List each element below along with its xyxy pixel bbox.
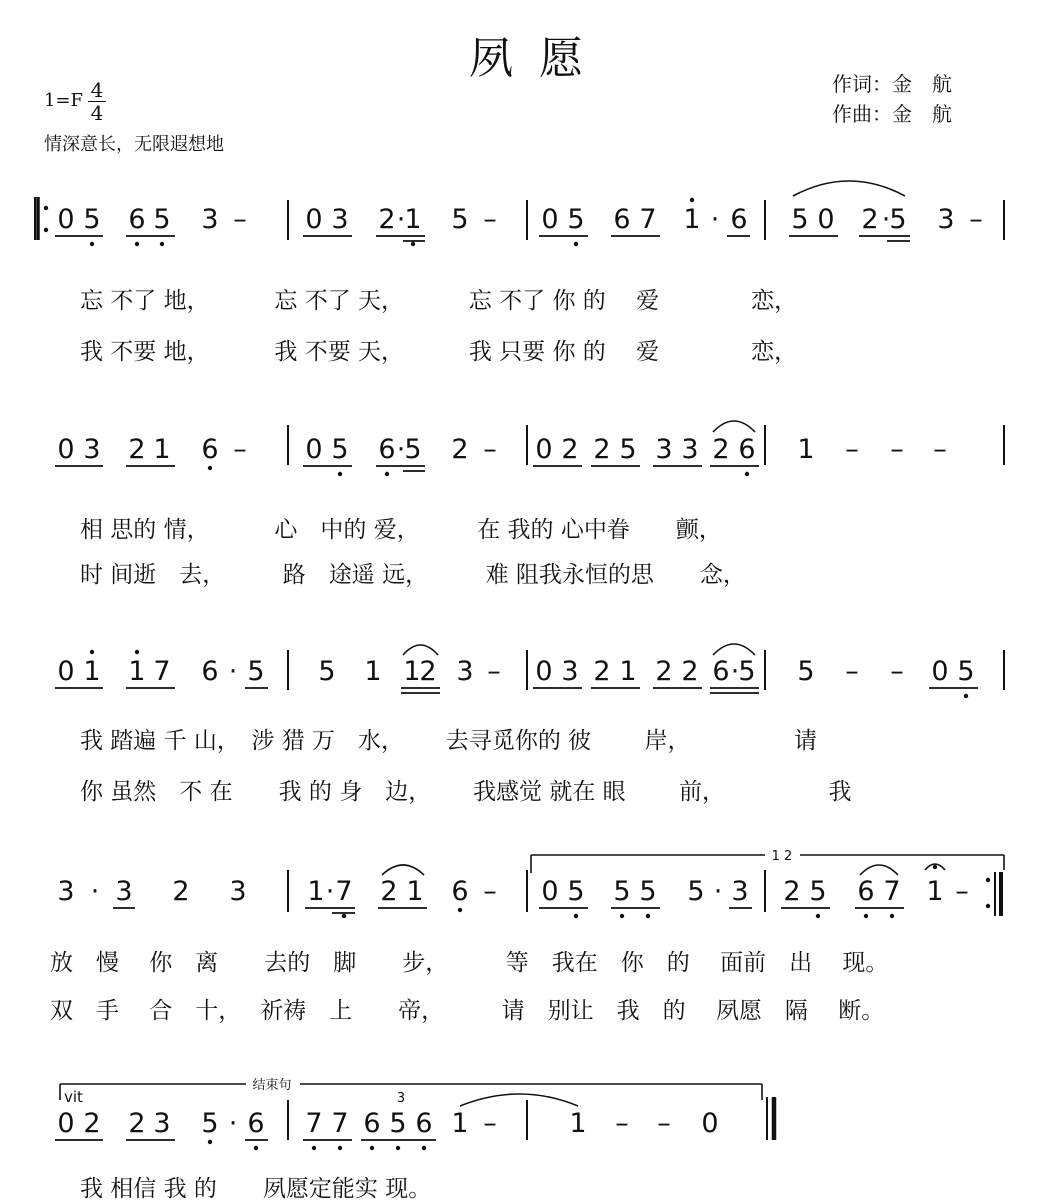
slur <box>793 181 905 196</box>
note: 2 <box>83 1108 101 1139</box>
note: 6 <box>613 204 631 235</box>
note: 0 <box>541 204 559 235</box>
note: 2 <box>451 434 469 465</box>
low-octave-dot <box>254 1146 258 1150</box>
note: 3 <box>937 204 955 235</box>
note: 0 <box>57 204 75 235</box>
note: 7 <box>331 1108 349 1139</box>
note: 6 <box>712 656 730 687</box>
key-signature: 1=F <box>44 90 84 111</box>
dash: – <box>890 656 904 687</box>
composer-credit: 作曲：金 航 <box>832 102 952 126</box>
note: 1 <box>403 656 421 687</box>
note: 2 <box>172 876 190 907</box>
dash: – <box>657 1108 671 1139</box>
low-octave-dot <box>312 1146 316 1150</box>
slur <box>713 421 755 432</box>
note: 0 <box>541 876 559 907</box>
low-octave-dot <box>342 914 346 918</box>
note: 7 <box>883 876 901 907</box>
slur <box>403 645 438 655</box>
note: 5 <box>619 434 637 465</box>
note: 2 <box>861 204 879 235</box>
note: · <box>396 434 406 465</box>
note: 5 <box>247 656 265 687</box>
slur <box>382 865 424 875</box>
note: 6 <box>201 656 219 687</box>
note: 0 <box>57 656 75 687</box>
low-octave-dot <box>370 1146 374 1150</box>
note: 6 <box>738 434 756 465</box>
note: 6 <box>378 434 396 465</box>
low-octave-dot <box>208 466 212 470</box>
note: 1 <box>926 876 944 907</box>
note: 2 <box>681 656 699 687</box>
note: 3 <box>153 1108 171 1139</box>
note: 1 <box>569 1108 587 1139</box>
low-octave-dot <box>396 1146 400 1150</box>
note: 5 <box>738 656 756 687</box>
slur <box>713 644 755 655</box>
note: 0 <box>535 656 553 687</box>
note: 7 <box>153 656 171 687</box>
dash: – <box>233 204 247 235</box>
low-octave-dot <box>458 908 462 912</box>
note: 3 <box>681 434 699 465</box>
lyric-row2-verse2: 时 间逝 去， 路 途遥 远， 难 阻我永恒的思 念， <box>80 562 746 588</box>
note: 0 <box>535 434 553 465</box>
note: 2 <box>712 434 730 465</box>
ending-phrase-label: 结束句 <box>252 1078 292 1093</box>
note: · <box>228 1108 238 1139</box>
dash: – <box>845 656 859 687</box>
note: 1 <box>128 656 146 687</box>
dash: – <box>969 204 983 235</box>
note: 0 <box>817 204 835 235</box>
note: 5 <box>889 204 907 235</box>
lyric-row5-verse1: 我 相信 我 的 夙愿定能实 现。 <box>80 1176 432 1202</box>
note: 7 <box>305 1108 323 1139</box>
low-octave-dot <box>890 914 894 918</box>
note: 1 <box>153 434 171 465</box>
low-octave-dot <box>422 1146 426 1150</box>
note: 1 <box>83 656 101 687</box>
note: 5 <box>83 204 101 235</box>
repeat-dot <box>44 206 48 210</box>
note: 2 <box>593 434 611 465</box>
note: 1 <box>797 434 815 465</box>
dash: – <box>615 1108 629 1139</box>
note: · <box>228 656 238 687</box>
note: 5 <box>201 1108 219 1139</box>
low-octave-dot <box>338 1146 342 1150</box>
page-title: 夙 愿 <box>469 33 589 84</box>
note: 5 <box>567 876 585 907</box>
repeat-dot <box>44 228 48 232</box>
vit-marking: vit <box>64 1088 83 1106</box>
note: 0 <box>305 204 323 235</box>
note: 1 <box>619 656 637 687</box>
note: · <box>325 876 335 907</box>
note: 2 <box>593 656 611 687</box>
dash: – <box>955 876 969 907</box>
note: 1 <box>404 204 422 235</box>
note: 6 <box>730 204 748 235</box>
note: 5 <box>451 204 469 235</box>
time-signature-top: 4 <box>90 78 104 102</box>
note: 5 <box>404 434 422 465</box>
lyric-row1-verse1: 忘 不了 地， 忘 不了 天， 忘 不了 你 的 爱 恋， <box>80 288 798 314</box>
note: 5 <box>567 204 585 235</box>
low-octave-dot <box>385 472 389 476</box>
note: 2 <box>655 656 673 687</box>
low-octave-dot <box>745 472 749 476</box>
note: 3 <box>731 876 749 907</box>
note: 2 <box>561 434 579 465</box>
note: 6 <box>451 876 469 907</box>
low-octave-dot <box>411 242 415 246</box>
note: 2 <box>419 656 437 687</box>
note: 6 <box>415 1108 433 1139</box>
note: 6 <box>363 1108 381 1139</box>
note: 2 <box>378 204 396 235</box>
low-octave-dot <box>135 242 139 246</box>
note: 6 <box>857 876 875 907</box>
dash: – <box>845 434 859 465</box>
note: · <box>710 204 720 235</box>
low-octave-dot <box>90 242 94 246</box>
note: · <box>90 876 100 907</box>
note: 3 <box>655 434 673 465</box>
slur <box>860 865 898 875</box>
note: 1 <box>451 1108 469 1139</box>
high-octave-dot <box>135 650 139 654</box>
dash: – <box>483 876 497 907</box>
note: 2 <box>128 1108 146 1139</box>
lyric-row3-verse2: 你 虽然 不 在 我 的 身 边， 我感觉 就在 眼 前， 我 <box>80 779 852 805</box>
volta-number: 1 2 <box>771 849 793 864</box>
triplet-number: 3 <box>396 1091 406 1106</box>
lyric-row3-verse1: 我 踏遍 千 山， 涉 猎 万 水， 去寻觅你的 彼 岸， 请 <box>80 728 817 754</box>
low-octave-dot <box>208 1140 212 1144</box>
time-signature-bottom: 4 <box>90 101 104 125</box>
note: 2 <box>380 876 398 907</box>
tie <box>460 1094 578 1106</box>
note: 3 <box>115 876 133 907</box>
note: 5 <box>797 656 815 687</box>
dash: – <box>487 656 501 687</box>
lyric-row4-verse1: 放 慢 你 离 去的 脚 步， 等 我在 你 的 面前 出 现。 <box>50 950 889 976</box>
note: 2 <box>783 876 801 907</box>
note: 5 <box>687 876 705 907</box>
note: 0 <box>305 434 323 465</box>
repeat-dot <box>986 904 990 908</box>
note: 1 <box>307 876 325 907</box>
note: 0 <box>931 656 949 687</box>
low-octave-dot <box>338 472 342 476</box>
note: 0 <box>57 434 75 465</box>
note: 6 <box>128 204 146 235</box>
note: 6 <box>247 1108 265 1139</box>
lyric-row2-verse1: 相 思的 情， 心 中的 爱， 在 我的 心中眷 颤， <box>80 517 722 543</box>
note: · <box>713 876 723 907</box>
note: 5 <box>809 876 827 907</box>
note: 3 <box>331 204 349 235</box>
lyric-row4-verse2: 双 手 合 十， 祈祷 上 帝， 请 别让 我 的 夙愿 隔 断。 <box>50 998 885 1024</box>
note: 5 <box>639 876 657 907</box>
low-octave-dot <box>574 914 578 918</box>
low-octave-dot <box>864 914 868 918</box>
note: 1 <box>406 876 424 907</box>
note: 7 <box>639 204 657 235</box>
dash: – <box>483 204 497 235</box>
note: · <box>396 204 406 235</box>
note: 3 <box>561 656 579 687</box>
high-octave-dot <box>690 198 694 202</box>
low-octave-dot <box>574 242 578 246</box>
note: 2 <box>128 434 146 465</box>
note: 3 <box>456 656 474 687</box>
note: 5 <box>331 434 349 465</box>
note: · <box>881 204 891 235</box>
high-octave-dot <box>90 650 94 654</box>
tempo-marking: 情深意长，无限遐想地 <box>44 134 224 155</box>
low-octave-dot <box>816 914 820 918</box>
note: 0 <box>701 1108 719 1139</box>
note: 5 <box>957 656 975 687</box>
note: 5 <box>153 204 171 235</box>
note: 3 <box>83 434 101 465</box>
note: 3 <box>201 204 219 235</box>
fermata-dot <box>933 865 937 869</box>
lyricist-credit: 作词：金 航 <box>832 72 952 96</box>
note: 7 <box>335 876 353 907</box>
note: 0 <box>57 1108 75 1139</box>
note: 3 <box>229 876 247 907</box>
low-octave-dot <box>964 694 968 698</box>
repeat-dot <box>986 878 990 882</box>
low-octave-dot <box>160 242 164 246</box>
dash: – <box>933 434 947 465</box>
note: 5 <box>318 656 336 687</box>
note: · <box>730 656 740 687</box>
dash: – <box>483 434 497 465</box>
dash: – <box>233 434 247 465</box>
note: 5 <box>613 876 631 907</box>
note: 5 <box>389 1108 407 1139</box>
lyric-row1-verse2: 我 不要 地， 我 不要 天， 我 只要 你 的 爱 恋， <box>80 339 798 365</box>
note: 5 <box>791 204 809 235</box>
dash: – <box>483 1108 497 1139</box>
note: 3 <box>57 876 75 907</box>
note: 1 <box>364 656 382 687</box>
dash: – <box>890 434 904 465</box>
note: 1 <box>683 204 701 235</box>
low-octave-dot <box>646 914 650 918</box>
note: 6 <box>201 434 219 465</box>
low-octave-dot <box>620 914 624 918</box>
